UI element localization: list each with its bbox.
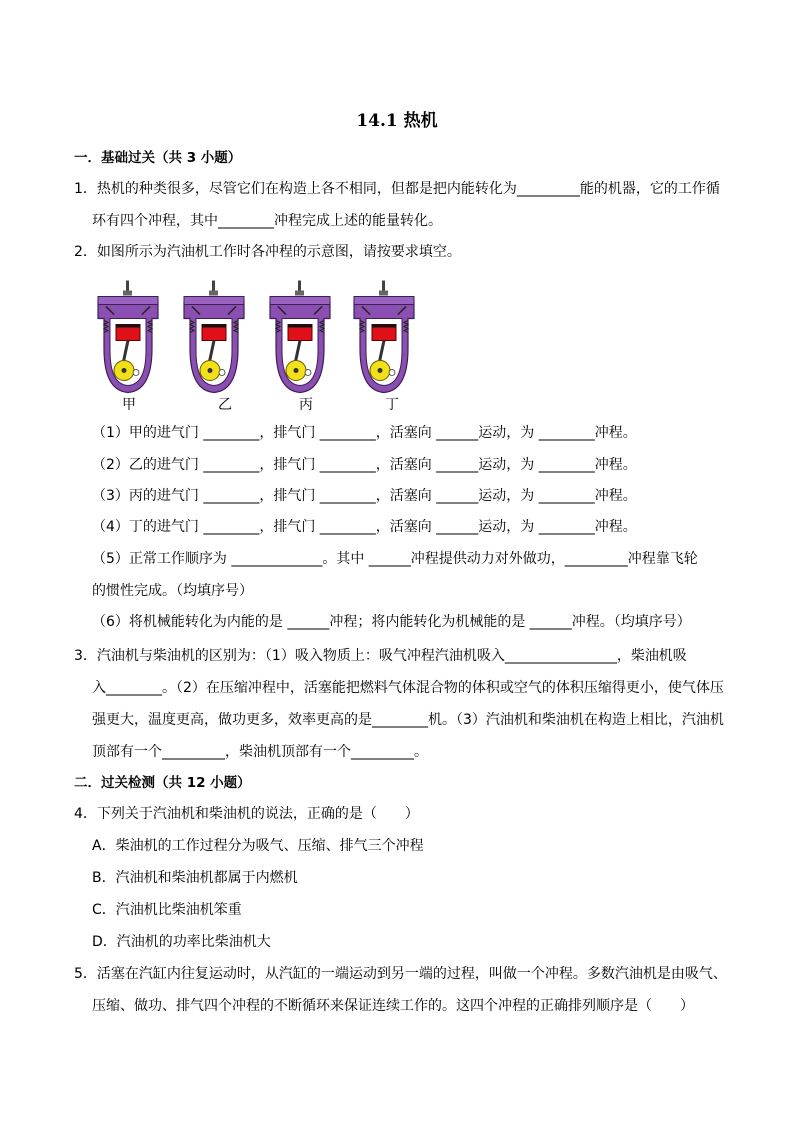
q3-line4: 顶部有一个_________，柴油机顶部有一个_________。: [92, 744, 428, 760]
q4-option-a: A．柴油机的工作过程分为吸气、压缩、排气三个冲程: [92, 838, 424, 854]
engine-ding-icon: [354, 281, 414, 393]
q4-option-d: D．汽油机的功率比柴油机大: [92, 934, 271, 950]
page-title: 14.1 热机: [356, 111, 438, 131]
caption-bing: 丙: [299, 397, 313, 413]
q3-line2: 入________。（2）在压缩冲程中，活塞能把燃料气体混合物的体积或空气的体积压缩得更小，使气体压: [92, 680, 724, 696]
caption-yi: 乙: [218, 397, 232, 413]
q4-option-c: C．汽油机比柴油机笨重: [92, 902, 242, 918]
section-heading-test: 二．过关检测（共 12 小题）: [74, 775, 251, 791]
section-heading-basic: 一．基础过关（共 3 小题）: [74, 150, 242, 166]
q2-part2: （2）乙的进气门 ________，排气门 ________，活塞向 ______运动，为 ________冲程。: [92, 457, 637, 473]
q5-line2: 压缩、做功、排气四个冲程的不断循环来保证连续工作的。这四个冲程的正确排列顺序是（ ）: [92, 998, 694, 1014]
q3-line3: 强更大，温度更高，做功更多，效率更高的是________机。（3）汽油机和柴油机在构造上相比，汽油机: [92, 712, 724, 728]
q2-part5-line2: 的惯性完成。（均填序号）: [92, 583, 253, 599]
caption-jia: 甲: [122, 397, 136, 413]
engine-strokes-figure: [92, 268, 422, 418]
q5-line1: 5．活塞在汽缸内往复运动时，从汽缸的一端运动到另一端的过程，叫做一个冲程。多数汽油机是由吸气、: [74, 966, 727, 982]
q4-option-b: B．汽油机和柴油机都属于内燃机: [92, 870, 298, 886]
q3-line1: 3．汽油机与柴油机的区别为：（1）吸入物质上：吸气冲程汽油机吸入________________，柴油机吸: [74, 648, 687, 664]
engine-jia-icon: [98, 281, 158, 393]
q2-part5-line1: （5）正常工作顺序为 _____________。其中 ______冲程提供动力对外做功，_________冲程靠飞轮: [92, 551, 698, 567]
q2-part4: （4）丁的进气门 ________，排气门 ________，活塞向 ______运动，为 ________冲程。: [92, 519, 637, 535]
q1-line1: 1．热机的种类很多，尽管它们在构造上各不相同，但都是把内能转化为_________能的机器，它的工作循: [74, 181, 720, 197]
q2-part6: （6）将机械能转化为内能的是 ______冲程；将内能转化为机械能的是 ______冲程。（均填序号）: [92, 614, 691, 630]
q1-line2: 环有四个冲程，其中________冲程完成上述的能量转化。: [92, 213, 442, 229]
engine-bing-icon: [270, 281, 330, 393]
engine-yi-icon: [184, 281, 244, 393]
q2-stem: 2．如图所示为汽油机工作时各冲程的示意图，请按要求填空。: [74, 244, 461, 260]
q4-stem: 4．下列关于汽油机和柴油机的说法，正确的是（ ）: [74, 806, 419, 822]
q2-part3: （3）丙的进气门 ________，排气门 ________，活塞向 ______运动，为 ________冲程。: [92, 488, 637, 504]
caption-ding: 丁: [385, 397, 399, 413]
q2-part1: （1）甲的进气门 ________，排气门 ________，活塞向 ______运动，为 ________冲程。: [92, 425, 637, 441]
